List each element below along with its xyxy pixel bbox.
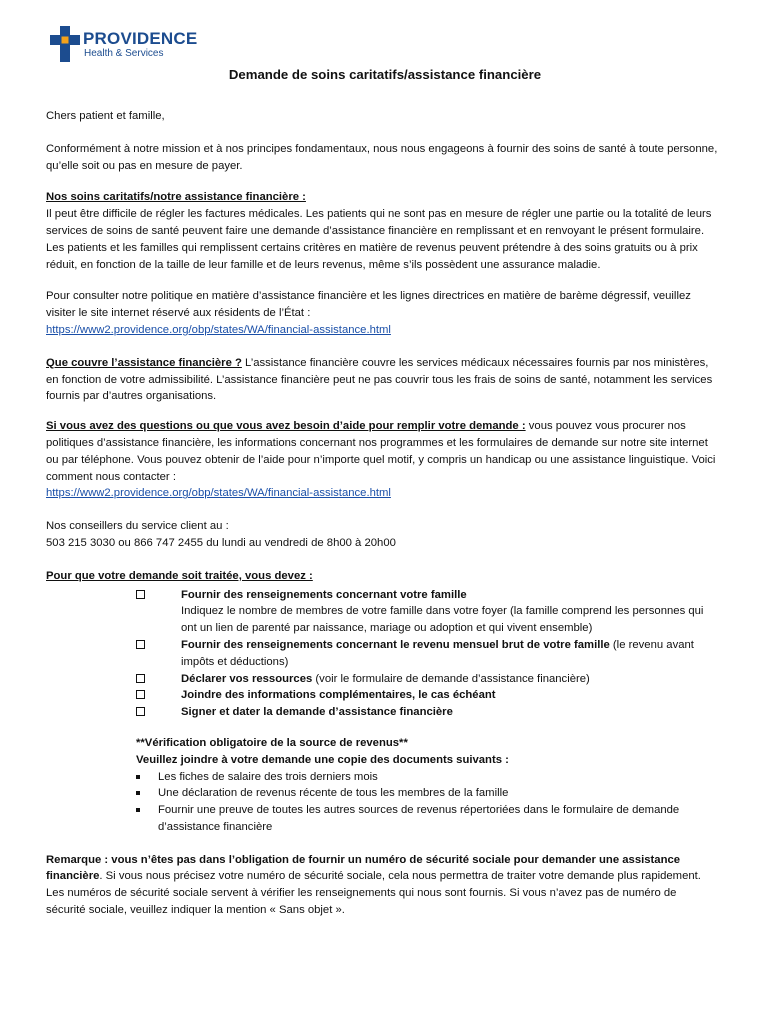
verification-bullets <box>46 769 718 836</box>
section-heading: Nos soins caritatifs/notre assistance financière : <box>46 191 306 204</box>
checkbox[interactable] <box>136 690 145 699</box>
logo-brand: PROVIDENCE <box>83 29 198 48</box>
list-item-text: Les fiches de salaire des trois derniers mois <box>158 770 378 783</box>
policy-paragraph <box>46 288 718 338</box>
coverage-body: L’assistance financière couvre les services médicaux nécessaires fournis par nos ministères, en fonction de votre admissibilité. L’assistance financière peut ne pas couvrir tous les frais de soins de santé, notamment les services fournis par d’autres organisations. <box>46 356 713 403</box>
checklist-item <box>46 687 718 704</box>
checkbox[interactable] <box>136 707 145 716</box>
questions-link[interactable]: https://www2.providence.org/obp/states/WA/financial-assistance.html <box>46 487 391 500</box>
cross-logo-icon <box>50 26 80 62</box>
bullet-icon <box>136 775 140 779</box>
checklist-item <box>46 704 718 721</box>
policy-link[interactable]: https://www2.providence.org/obp/states/WA/financial-assistance.html <box>46 323 391 336</box>
checkbox[interactable] <box>136 640 145 649</box>
requirements-heading <box>46 568 718 585</box>
list-item <box>136 785 718 802</box>
requirements-heading-text: Pour que votre demande soit traitée, vous devez : <box>46 569 313 582</box>
checklist-item-rest: (voir le formulaire de demande d’assistance financière) <box>312 672 590 685</box>
bullet-icon <box>136 808 140 812</box>
contact-line-1: Nos conseillers du service client au : <box>46 520 229 533</box>
section-body: Il peut être difficile de régler les factures médicales. Les patients qui ne sont pas en mesure de régler une partie ou la totalité de leurs services de soins de santé peuvent faire une demande d’assistance financière en remplissant et en renvoyant le présent formulaire. Les patients et les familles qui remplissent certains critères en matière de revenus peuvent prétendre à des soins gratuits ou à prix réduit, en fonction de la taille de leur famille et de leurs revenus, même s’ils possèdent une assurance maladie. <box>46 208 712 271</box>
checklist-item-title: Joindre des informations complémentaires, le cas échéant <box>181 689 496 702</box>
remark-heading: Remarque : vous n’êtes pas dans l’obligation de fournir un numéro de sécurité sociale pour demander une assistance financière <box>46 853 681 883</box>
logo-subtitle: Health & Services <box>84 48 164 59</box>
checkbox[interactable] <box>136 590 145 599</box>
checklist-item-title: Déclarer vos ressources <box>181 672 313 685</box>
contact-line-2: 503 215 3030 ou 866 747 2455 du lundi au vendredi de 8h00 à 20h00 <box>46 536 396 549</box>
list-item <box>136 769 718 786</box>
checklist-item <box>46 587 718 637</box>
checklist-item-title: Fournir des renseignements concernant votre famille <box>181 588 467 601</box>
intro-paragraph: Conformément à notre mission et à nos principes fondamentaux, nous nous engageons à fournir des soins de santé à toute personne, qu’elle soit ou pas en mesure de payer. <box>46 142 718 172</box>
checklist-item-rest: (le revenu avant impôts et déductions) <box>181 638 694 668</box>
section-financial-assistance <box>46 189 718 273</box>
verification-title: **Vérification obligatoire de la source de revenus** <box>136 736 408 749</box>
page-title: Demande de soins caritatifs/assistance financière <box>228 67 542 82</box>
policy-text: Pour consulter notre politique en matière d’assistance financière et les lignes directrices en matière de barème dégressif, veuillez visiter le site internet réservé aux résidents de l’État : <box>46 290 691 320</box>
checklist-item-title: Signer et dater la demande d’assistance financière <box>181 706 453 719</box>
questions-body: vous pouvez vous procurer nos politiques d’assistance financière, les informations concernant nos programmes et les formulaires de demande sur notre site internet ou par téléphone. Vous pouvez obtenir de l’aide pour n’importe quel motif, y compris un handicap ou une assistance linguistique. Voici comment nous contacter : <box>46 420 716 483</box>
providence-logo <box>50 26 220 66</box>
requirements-checklist <box>46 587 718 721</box>
verification-instructions: Veuillez joindre à votre demande une copie des documents suivants : <box>136 753 509 766</box>
list-item <box>136 802 718 836</box>
coverage-paragraph <box>46 355 718 405</box>
bullet-icon <box>136 791 140 795</box>
list-item-text: Fournir une preuve de toutes les autres sources de revenus répertoriées dans le formulaire de demande d’assistance financière <box>158 804 680 833</box>
checklist-item <box>46 637 718 671</box>
checklist-item-title: Fournir des renseignements concernant le revenu mensuel brut de votre famille <box>181 638 610 651</box>
checklist-item-detail: Indiquez le nombre de membres de votre famille dans votre foyer (la famille comprend les personnes qui ont un lien de parenté par naissance, mariage ou adoption et qui vivent ensemble) <box>181 605 704 635</box>
questions-heading: Si vous avez des questions ou que vous avez besoin d’aide pour remplir votre demande : <box>46 420 526 433</box>
remark-body: . Si vous nous précisez votre numéro de sécurité sociale, cela nous permettra de traiter votre demande plus rapidement. Les numéros de sécurité sociale servent à vérifier les renseignements qui nous sont fournis. Si vous n’avez pas de numéro de sécurité sociale, veuillez indiquer la mention « Sans objet ». <box>46 870 701 917</box>
verification-block <box>46 735 718 769</box>
greeting: Chers patient et famille, <box>46 110 165 122</box>
remark-paragraph <box>46 852 718 919</box>
coverage-heading: Que couvre l’assistance financière ? <box>46 356 242 369</box>
list-item-text: Une déclaration de revenus récente de tous les membres de la famille <box>158 787 509 800</box>
questions-paragraph <box>46 418 718 502</box>
checkbox[interactable] <box>136 674 145 683</box>
checklist-item <box>46 671 718 688</box>
contact-paragraph <box>46 518 718 552</box>
document-body <box>46 108 718 919</box>
